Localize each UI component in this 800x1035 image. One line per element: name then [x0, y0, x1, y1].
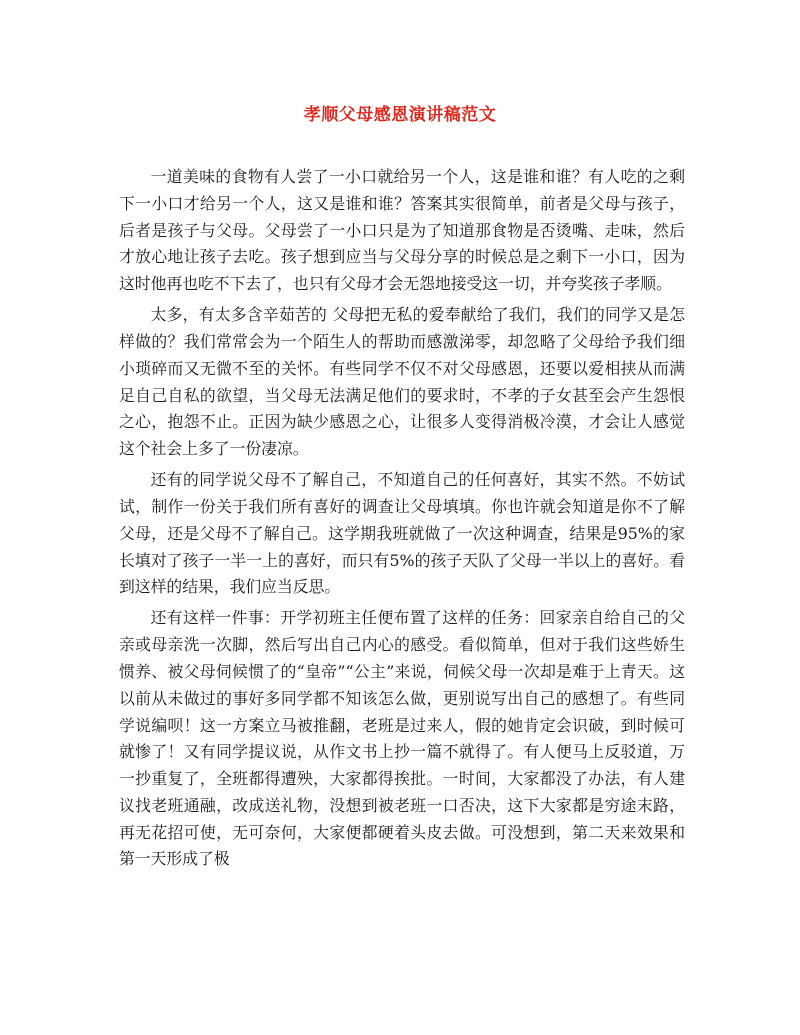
paragraph-4: 还有这样一件事：开学初班主任便布置了这样的任务：回家亲自给自己的父亲或母亲洗一次脚，然后写出自己内心的感受。看似简单，但对于我们这些娇生惯养、被父母伺候惯了的“皇帝”“公主”来说，伺候父母一次却是难于上青天。这以前从未做过的事好多同学都不知该怎么做，更别说写出自己的感想了。有些同学说编呗！这一方案立马被推翻，老班是过来人，假的她肯定会识破，到时候可就惨了！又有同学提议说，从作文书上抄一篇不就得了。有人便马上反驳道，万一抄重复了，全班都得遭殃，大家都得挨批。一时间，大家都没了办法，有人建议找老班通融，改成送礼物，没想到被老班一口否决，这下大家都是穷途末路，再无花招可使，无可奈何，大家便都硬着头皮去做。可没想到，第二天来效果和第一天形成了极: [119, 608, 685, 869]
document-body: [119, 164, 685, 877]
paragraph-3: 还有的同学说父母不了解自己，不知道自己的任何喜好，其实不然。不妨试试，制作一份关于我们所有喜好的调查让父母填填。你也许就会知道是你不了解父母，还是父母不了解自己。这学期我班就做了一次这种调查，结果是95%的家长填对了孩子一半一上的喜好，而只有5%的孩子天队了父母一半以上的喜好。看到这样的结果，我们应当反思。: [119, 470, 685, 597]
paragraph-2: 太多，有太多含辛茹苦的 父母把无私的爱奉献给了我们，我们的同学又是怎样做的？我们常常会为一个陌生人的帮助而感激涕零，却忽略了父母给予我们细小琐碎而又无微不至的关怀。有些同学不仅不对父母感恩，还要以爱相挟从而满足自己自私的欲望，当父母无法满足他们的要求时，不孝的子女甚至会产生怨恨之心，抱怨不止。正因为缺少感恩之心，让很多人变得消极冷漠，才会让人感觉这个社会上多了一份凄凉。: [119, 305, 685, 459]
paragraph-1: 一道美味的食物有人尝了一小口就给另一个人，这是谁和谁？有人吃的之剩下一小口才给另一个人，这又是谁和谁？答案其实很简单，前者是父母与孩子，后者是孩子与父母。父母尝了一小口只是为了知道那食物是否烫嘴、走味，然后才放心地让孩子去吃。孩子想到应当与父母分享的时候总是之剩下一小口，因为这时他再也吃不下去了，也只有父母才会无怨地接受这一切，并夸奖孩子孝顺。: [119, 167, 685, 294]
document-title: 孝顺父母感恩演讲稿范文: [303, 105, 497, 125]
